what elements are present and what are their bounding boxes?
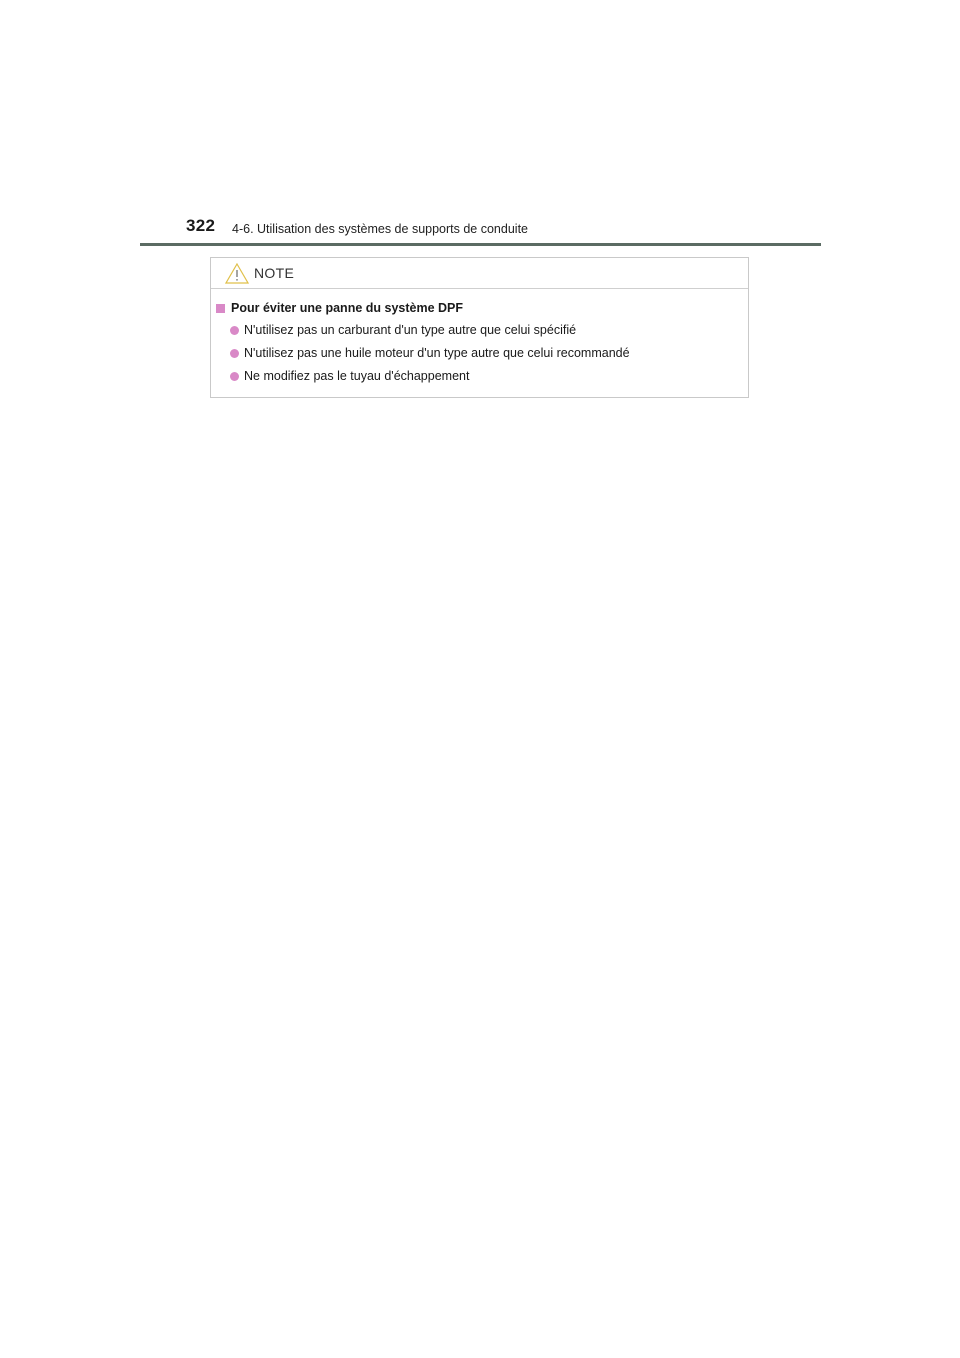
note-body: [211, 289, 748, 391]
round-bullet-icon: [230, 326, 239, 335]
list-item: [211, 345, 748, 368]
note-heading-text: Pour éviter une panne du système DPF: [231, 301, 464, 315]
note-box: [210, 257, 749, 398]
section-title: 4-6. Utilisation des systèmes de supports de conduite: [232, 222, 528, 236]
note-header: [211, 258, 748, 289]
header-rule: [140, 243, 821, 246]
list-item-text: N'utilisez pas un carburant d'un type autre que celui spécifié: [244, 323, 577, 337]
list-item: [211, 322, 748, 345]
list-item-text: N'utilisez pas une huile moteur d'un type autre que celui recommandé: [244, 346, 630, 360]
round-bullet-icon: [230, 349, 239, 358]
list-item-text: Ne modifiez pas le tuyau d'échappement: [244, 369, 470, 383]
note-heading: [211, 300, 748, 322]
square-bullet-icon: [216, 304, 225, 313]
warning-triangle-icon: [225, 263, 249, 284]
list-item: [211, 368, 748, 391]
round-bullet-icon: [230, 372, 239, 381]
note-title: NOTE: [254, 265, 295, 281]
page-number: 322: [186, 216, 216, 235]
